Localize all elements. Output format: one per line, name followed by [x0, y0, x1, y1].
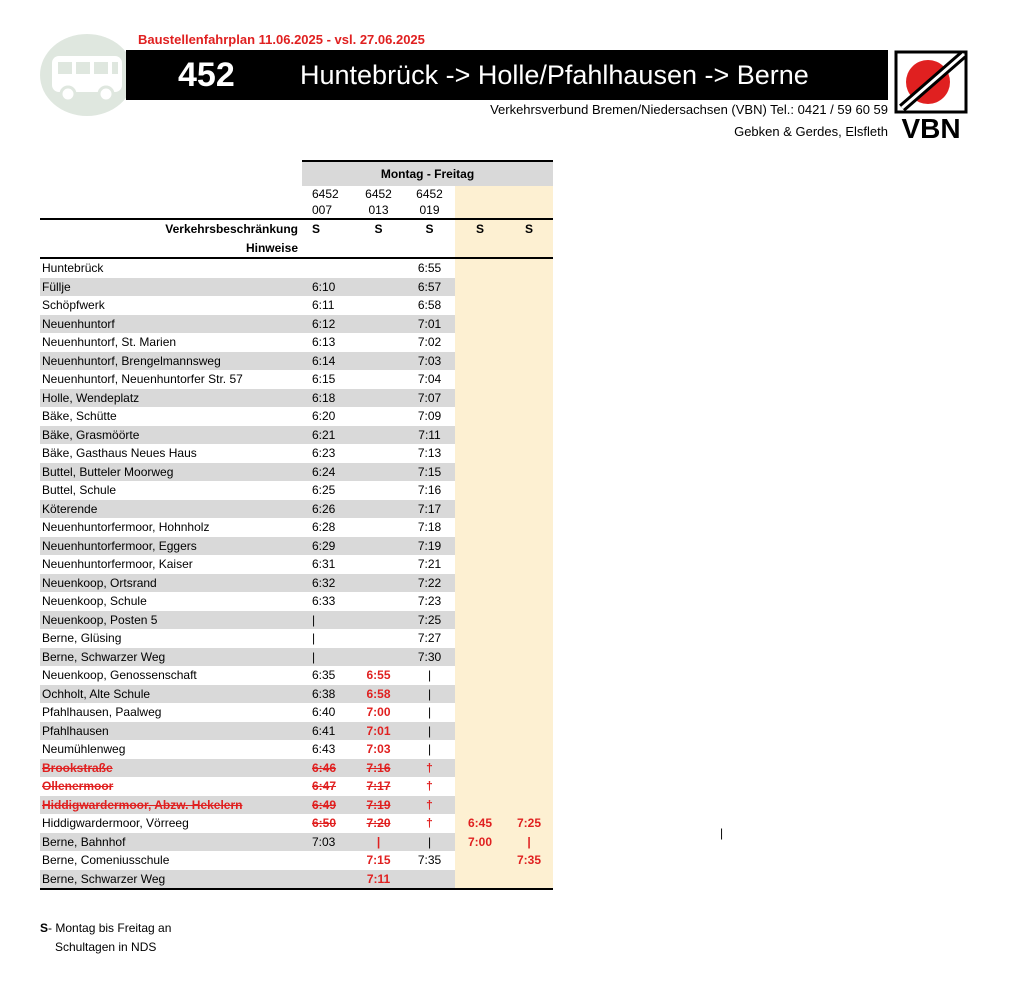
departure-time [404, 870, 455, 890]
departure-time: 7:17 [366, 779, 391, 794]
departure-time: 6:49 [302, 796, 353, 815]
departure-time: | [302, 648, 353, 667]
trip-number: 6452 007 [312, 187, 339, 217]
departure-time [353, 315, 404, 334]
departure-time [505, 555, 553, 574]
departure-time [505, 870, 553, 890]
stop-name: Neuenhuntorf, Brengelmannsweg [40, 352, 302, 371]
restriction-code: S [505, 219, 553, 239]
departure-time: 6:57 [404, 278, 455, 297]
vbn-logo-text: VBN [901, 113, 961, 142]
stop-name: Berne, Schwarzer Weg [40, 648, 302, 667]
stop-name: Neuenkoop, Posten 5 [40, 611, 302, 630]
departure-time [353, 258, 404, 278]
departure-time [353, 537, 404, 556]
trip-number [505, 186, 553, 219]
departure-time [505, 352, 553, 371]
stop-name: Schöpfwerk [42, 298, 105, 313]
stop-name: Berne, Schwarzer Weg [40, 870, 302, 890]
restriction-label: Verkehrsbeschränkung [40, 219, 302, 239]
day-header: Montag - Freitag [302, 161, 553, 186]
departure-time [455, 444, 505, 463]
stop-name: Neuenhuntorfermoor, Kaiser [42, 557, 193, 572]
departure-time: 7:22 [404, 574, 455, 593]
departure-time [353, 389, 404, 408]
departure-time: | [302, 611, 353, 630]
departure-time: † [426, 816, 433, 831]
departure-time [505, 648, 553, 667]
departure-time: 6:10 [302, 278, 353, 297]
departure-time: 6:32 [302, 574, 353, 593]
departure-time [505, 592, 553, 611]
departure-time [353, 648, 404, 667]
departure-time: 6:33 [312, 594, 336, 609]
departure-time: | [404, 722, 455, 741]
departure-time [505, 481, 553, 500]
stop-name: Füllje [40, 278, 302, 297]
departure-time [455, 463, 505, 482]
departure-time [455, 389, 505, 408]
stray-mark: | [720, 826, 724, 840]
departure-time [353, 352, 404, 371]
departure-time: 7:03 [366, 742, 391, 757]
legend-key: S [40, 921, 49, 935]
departure-time: 7:13 [417, 446, 442, 461]
departure-time: 7:30 [404, 648, 455, 667]
departure-time [455, 258, 505, 278]
timetable-subtitle: Baustellenfahrplan 11.06.2025 - vsl. 27.06.2025 [138, 32, 425, 47]
departure-time: 6:24 [302, 463, 353, 482]
departure-time [455, 685, 505, 704]
departure-time [455, 740, 505, 759]
departure-time: | [404, 685, 455, 704]
departure-time [455, 777, 505, 796]
departure-time: 7:35 [505, 851, 553, 870]
departure-time: 7:00 [366, 705, 391, 720]
stop-name: Huntebrück [42, 261, 104, 276]
departure-time [455, 648, 505, 667]
departure-time [455, 629, 505, 648]
departure-time: 7:35 [417, 853, 442, 868]
departure-time: 6:55 [417, 261, 442, 276]
departure-time: 6:35 [312, 668, 336, 683]
departure-time: | [404, 833, 455, 852]
departure-time [505, 407, 553, 426]
legend-line-2: Schultagen in NDS [55, 940, 157, 954]
departure-time [353, 592, 404, 611]
departure-time: 7:16 [353, 759, 404, 778]
route-title: Huntebrück -> Holle/Pfahlhausen -> Berne [300, 60, 809, 90]
departure-time [353, 574, 404, 593]
departure-time [353, 370, 404, 389]
departure-time: | [505, 833, 553, 852]
departure-time [505, 537, 553, 556]
stop-name: Berne, Glüsing [42, 631, 122, 646]
departure-time: 7:27 [417, 631, 442, 646]
trip-number: 6452 013 [365, 187, 392, 217]
stop-name: Bäke, Grasmöörte [40, 426, 302, 445]
departure-time [455, 315, 505, 334]
departure-time: 6:31 [312, 557, 336, 572]
departure-time: † [404, 796, 455, 815]
departure-time [353, 296, 404, 315]
stop-name: Neuenhuntorf, Neuenhuntorfer Str. 57 [42, 372, 243, 387]
departure-time: 6:58 [417, 298, 442, 313]
departure-time: † [426, 779, 433, 794]
departure-time: | [353, 833, 404, 852]
departure-time: 6:47 [312, 779, 337, 794]
departure-time: 7:15 [366, 853, 391, 868]
departure-time: 7:09 [417, 409, 442, 424]
departure-time [505, 796, 553, 815]
departure-time [353, 611, 404, 630]
departure-time [505, 759, 553, 778]
departure-time [353, 407, 404, 426]
departure-time: 7:00 [455, 833, 505, 852]
stop-name: Bäke, Schütte [42, 409, 117, 424]
departure-time [505, 722, 553, 741]
departure-time: 7:20 [366, 816, 391, 831]
vbn-logo [894, 50, 968, 142]
departure-time [455, 592, 505, 611]
association-contact: Verkehrsverbund Bremen/Niedersachsen (VBN) Tel.: 0421 / 59 60 59 [490, 102, 888, 117]
departure-time [505, 389, 553, 408]
stop-name: Holle, Wendeplatz [40, 389, 302, 408]
stop-name: Neuenhuntorfermoor, Hohnholz [42, 520, 210, 535]
stop-name: Neuenhuntorf, St. Marien [42, 335, 177, 350]
departure-time: 6:45 [455, 814, 505, 833]
departure-time [353, 629, 404, 648]
stop-name: Ollenermoor [42, 779, 114, 794]
departure-time [455, 722, 505, 741]
departure-time [455, 278, 505, 297]
departure-time: 6:21 [302, 426, 353, 445]
operator-name: Gebken & Gerdes, Elsfleth [734, 124, 888, 139]
departure-time: 6:38 [302, 685, 353, 704]
departure-time: 7:16 [417, 483, 442, 498]
departure-time [505, 426, 553, 445]
departure-time [505, 258, 553, 278]
departure-time: † [404, 759, 455, 778]
departure-time: | [312, 631, 316, 646]
departure-time [455, 870, 505, 890]
stop-name: Neuenkoop, Ortsrand [40, 574, 302, 593]
departure-time [353, 426, 404, 445]
stop-name: Brookstraße [40, 759, 302, 778]
trip-number [455, 186, 505, 219]
departure-time: 6:13 [312, 335, 336, 350]
restriction-code: S [455, 219, 505, 239]
stop-name: Buttel, Schule [42, 483, 117, 498]
departure-time [353, 518, 404, 537]
departure-time [353, 463, 404, 482]
departure-time [455, 500, 505, 519]
departure-time: 7:18 [417, 520, 442, 535]
departure-time [505, 370, 553, 389]
stop-name: Neuenkoop, Schule [42, 594, 147, 609]
departure-time [353, 333, 404, 352]
departure-time: 6:55 [366, 668, 391, 683]
departure-time: | [427, 668, 432, 683]
line-number: 452 [178, 56, 235, 94]
departure-time [353, 278, 404, 297]
departure-time [455, 370, 505, 389]
stop-name: Köterende [40, 500, 302, 519]
departure-time [455, 296, 505, 315]
departure-time [455, 426, 505, 445]
departure-time [353, 481, 404, 500]
departure-time: 7:03 [302, 833, 353, 852]
stop-name: Neuenkoop, Genossenschaft [42, 668, 197, 683]
departure-time [505, 703, 553, 722]
legend-line-1: S- Montag bis Freitag an [40, 921, 172, 935]
departure-time [505, 463, 553, 482]
timetable [40, 160, 553, 890]
departure-time: 7:03 [404, 352, 455, 371]
bus-icon [40, 34, 134, 116]
stop-name: Berne, Comeniusschule [42, 853, 170, 868]
departure-time: 6:46 [302, 759, 353, 778]
restriction-code: S [302, 219, 353, 239]
departure-time: 7:07 [404, 389, 455, 408]
departure-time [505, 666, 553, 685]
departure-time: 6:18 [302, 389, 353, 408]
stop-name: Neuenhuntorf [40, 315, 302, 334]
stop-name: Berne, Bahnhof [40, 833, 302, 852]
departure-time [455, 352, 505, 371]
departure-time: 6:23 [312, 446, 336, 461]
departure-time [455, 574, 505, 593]
departure-time [505, 740, 553, 759]
departure-time: 6:41 [302, 722, 353, 741]
departure-time [505, 518, 553, 537]
departure-time: 6:25 [312, 483, 336, 498]
departure-time: | [427, 705, 432, 720]
stop-name: Neumühlenweg [42, 742, 126, 757]
departure-time [353, 555, 404, 574]
departure-time: 7:19 [404, 537, 455, 556]
departure-time [505, 444, 553, 463]
departure-time: 6:43 [312, 742, 336, 757]
departure-time: 7:01 [353, 722, 404, 741]
departure-time [455, 537, 505, 556]
departure-time [455, 611, 505, 630]
departure-time [505, 611, 553, 630]
departure-time [455, 333, 505, 352]
departure-time: 7:25 [404, 611, 455, 630]
departure-time [455, 518, 505, 537]
departure-time [505, 629, 553, 648]
stop-name: Hiddigwardermoor, Vörreeg [42, 816, 189, 831]
stop-name: Neuenhuntorfermoor, Eggers [40, 537, 302, 556]
departure-time [302, 258, 353, 278]
departure-time: 6:20 [312, 409, 336, 424]
departure-time [455, 666, 505, 685]
departure-time [455, 851, 505, 870]
departure-time [353, 444, 404, 463]
stop-name: Pfahlhausen [40, 722, 302, 741]
departure-time: 6:50 [312, 816, 337, 831]
departure-time [505, 315, 553, 334]
trip-number: 6452 019 [416, 187, 443, 217]
departure-time: 7:21 [417, 557, 442, 572]
departure-time [505, 278, 553, 297]
departure-time: 7:19 [353, 796, 404, 815]
departure-time: 7:23 [417, 594, 442, 609]
stop-name: Pfahlhausen, Paalweg [42, 705, 162, 720]
stop-name: Bäke, Gasthaus Neues Haus [42, 446, 197, 461]
departure-time: 6:28 [312, 520, 336, 535]
departure-time [505, 500, 553, 519]
departure-time [455, 555, 505, 574]
departure-time [505, 333, 553, 352]
stop-name: Hiddigwardermoor, Abzw. Hekelern [40, 796, 302, 815]
departure-time [455, 796, 505, 815]
departure-time: 6:26 [302, 500, 353, 519]
departure-time: 6:15 [312, 372, 336, 387]
departure-time: 6:11 [312, 298, 335, 313]
departure-time: 7:02 [417, 335, 442, 350]
departure-time [455, 481, 505, 500]
stop-name: Ochholt, Alte Schule [40, 685, 302, 704]
departure-time: 6:12 [302, 315, 353, 334]
stop-name: Buttel, Butteler Moorweg [40, 463, 302, 482]
departure-time: 6:40 [312, 705, 336, 720]
departure-time: 6:14 [302, 352, 353, 371]
departure-time [455, 759, 505, 778]
departure-time: 7:15 [404, 463, 455, 482]
departure-time: 7:17 [404, 500, 455, 519]
hints-label: Hinweise [40, 239, 302, 259]
departure-time: 7:01 [404, 315, 455, 334]
departure-time [505, 296, 553, 315]
departure-time [302, 851, 353, 870]
departure-time: 7:11 [404, 426, 455, 445]
departure-time: 7:25 [505, 814, 553, 833]
departure-time [455, 407, 505, 426]
departure-time [505, 685, 553, 704]
restriction-code: S [404, 219, 455, 239]
departure-time: 7:04 [417, 372, 442, 387]
departure-time: 6:29 [302, 537, 353, 556]
departure-time: 6:58 [353, 685, 404, 704]
departure-time [505, 574, 553, 593]
restriction-code: S [353, 219, 404, 239]
departure-time [302, 870, 353, 890]
departure-time: | [427, 742, 432, 757]
departure-time: 7:11 [353, 870, 404, 890]
departure-time [505, 777, 553, 796]
departure-time [353, 500, 404, 519]
departure-time [455, 703, 505, 722]
